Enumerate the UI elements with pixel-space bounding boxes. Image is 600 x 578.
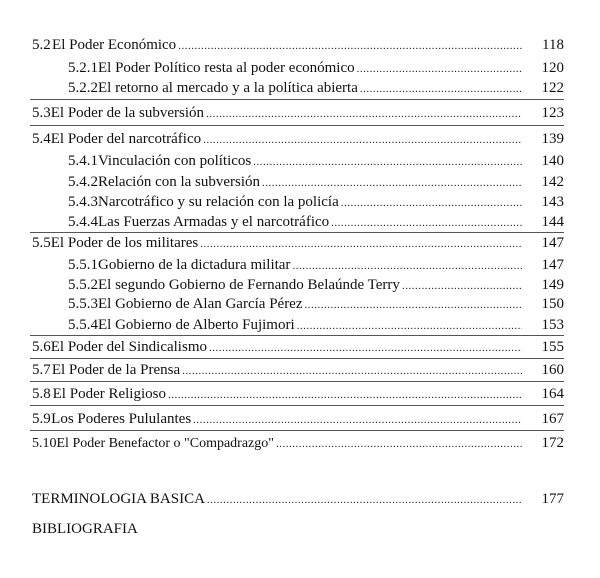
divider — [30, 232, 564, 233]
toc-title: El Poder de la Prensa — [51, 362, 181, 378]
toc-page-number: 172 — [541, 435, 564, 451]
terminology-entry — [32, 490, 564, 508]
toc-number: 5.7 — [32, 362, 51, 378]
leader-dots — [262, 174, 522, 192]
toc-title: El Gobierno de Alberto Fujimori — [98, 317, 295, 333]
toc-title: El Gobierno de Alan García Pérez — [98, 296, 303, 312]
toc-title: El Poder de los militares — [50, 235, 199, 251]
toc-page-number: 140 — [541, 153, 564, 169]
toc-number: 5.4.1 — [68, 153, 98, 169]
leader-dots — [168, 386, 522, 404]
toc-title: Vinculación con políticos — [98, 153, 252, 169]
toc-title: El Poder del Sindicalismo — [50, 339, 207, 355]
toc-number: 5.8 — [32, 386, 51, 402]
toc-title: Los Poderes Pululantes — [51, 411, 192, 427]
toc-number: 5.5.1 — [68, 257, 98, 273]
divider — [30, 430, 564, 431]
divider — [30, 125, 564, 126]
toc-number: 5.6 — [32, 339, 51, 355]
leader-dots — [402, 277, 522, 295]
toc-number: 5.5.3 — [68, 296, 98, 312]
toc-number: 5.2 — [32, 37, 51, 53]
leader-dots — [200, 235, 522, 253]
divider — [30, 381, 564, 382]
toc-entry — [32, 361, 564, 379]
toc-entry — [68, 152, 564, 170]
toc-page-number: 120 — [541, 60, 564, 76]
divider — [30, 99, 564, 100]
leader-dots — [341, 194, 522, 212]
toc-page-number: 144 — [541, 214, 564, 230]
toc-title: El Poder Político resta al poder económico — [98, 60, 355, 76]
toc-number: 5.5 — [32, 235, 51, 251]
divider — [30, 358, 564, 359]
toc-entry — [32, 338, 564, 356]
leader-dots — [207, 491, 522, 509]
toc-number: 5.3 — [32, 105, 51, 121]
toc-page-number: 150 — [541, 296, 564, 312]
bibliography-title: BIBLIOGRAFIA — [32, 521, 138, 537]
toc-page-number: 139 — [541, 131, 564, 147]
toc-entry — [32, 434, 564, 452]
toc-title: El segundo Gobierno de Fernando Belaúnde Terry — [98, 277, 400, 293]
toc-number: 5.2.2 — [68, 80, 98, 96]
toc-entry — [32, 36, 564, 54]
toc-page-number: 153 — [541, 317, 564, 333]
terminology-page-number: 177 — [541, 491, 564, 507]
toc-entry — [32, 385, 564, 403]
toc-page-number: 147 — [541, 235, 564, 251]
toc-page-number: 164 — [541, 386, 564, 402]
toc-entry — [68, 213, 564, 231]
toc-page-number: 155 — [541, 339, 564, 355]
bibliography-entry — [32, 520, 138, 538]
toc-number: 5.9 — [32, 411, 51, 427]
toc-title: El Poder de la subversión — [50, 105, 205, 121]
leader-dots — [209, 339, 522, 357]
toc-page-number: 167 — [541, 411, 564, 427]
toc-page-number: 160 — [541, 362, 564, 378]
divider — [30, 405, 564, 406]
toc-number: 5.10 — [32, 436, 57, 451]
leader-dots — [305, 296, 523, 314]
toc-number: 5.4.2 — [68, 174, 98, 190]
leader-dots — [253, 153, 522, 171]
toc-page-number: 143 — [541, 194, 564, 210]
toc-entry — [68, 276, 564, 294]
leader-dots — [193, 411, 522, 429]
leader-dots — [331, 214, 522, 232]
leader-dots — [182, 362, 522, 380]
toc-entry — [68, 173, 564, 191]
toc-title: El Poder Religioso — [52, 386, 166, 402]
toc-number: 5.4.4 — [68, 214, 98, 230]
toc-title: El retorno al mercado y a la política abierta — [98, 80, 358, 96]
toc-page-number: 118 — [542, 37, 564, 53]
toc-entry — [32, 410, 564, 428]
toc-number: 5.5.4 — [68, 317, 98, 333]
divider — [30, 335, 564, 336]
toc-title: El Poder Económico — [52, 37, 177, 53]
toc-entry — [68, 193, 564, 211]
toc-title: Narcotráfico y su relación con la policía — [98, 194, 339, 210]
terminology-title: TERMINOLOGIA BASICA — [32, 491, 205, 507]
toc-entry — [68, 256, 564, 274]
leader-dots — [297, 317, 522, 335]
toc-number: 5.4.3 — [68, 194, 98, 210]
toc-title: El Poder del narcotráfico — [50, 131, 202, 147]
toc-entry — [68, 59, 564, 77]
leader-dots — [276, 435, 522, 453]
toc-number: 5.4 — [32, 131, 51, 147]
leader-dots — [360, 80, 522, 98]
toc-title: Relación con la subversión — [98, 174, 261, 190]
toc-entry — [68, 316, 564, 334]
toc-number: 5.5.2 — [68, 277, 98, 293]
leader-dots — [357, 60, 522, 78]
toc-number: 5.2.1 — [68, 60, 98, 76]
toc-entry — [68, 79, 564, 97]
toc-page-number: 142 — [541, 174, 564, 190]
leader-dots — [292, 257, 522, 275]
toc-entry — [68, 295, 564, 313]
toc-page-number: 122 — [541, 80, 564, 96]
toc-title: El Poder Benefactor o "Compadrazgo" — [56, 436, 274, 451]
toc-page-number: 147 — [541, 257, 564, 273]
toc-entry — [32, 104, 564, 122]
toc-page-number: 149 — [541, 277, 564, 293]
toc-entry — [32, 234, 564, 252]
toc-page-number: 123 — [541, 105, 564, 121]
leader-dots — [206, 105, 522, 123]
toc-entry — [32, 130, 564, 148]
toc-title: Gobierno de la dictadura militar — [98, 257, 291, 273]
leader-dots — [178, 37, 522, 55]
toc-title: Las Fuerzas Armadas y el narcotráfico — [98, 214, 330, 230]
leader-dots — [203, 131, 522, 149]
